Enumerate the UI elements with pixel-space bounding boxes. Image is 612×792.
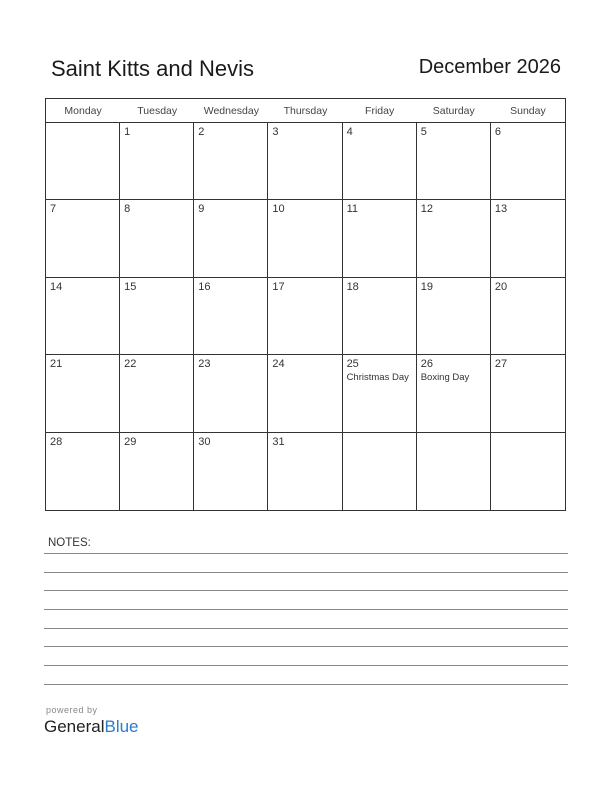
- day-cell: [268, 278, 342, 355]
- day-number: 6: [494, 126, 501, 138]
- day-number: 23: [198, 358, 211, 371]
- holiday-label: Christmas Day: [346, 372, 409, 384]
- brand-blue: Blue: [104, 717, 139, 736]
- notes-line: [44, 628, 568, 629]
- day-cell: [268, 433, 342, 510]
- day-cell: [417, 200, 491, 277]
- weekday-monday: Monday: [64, 105, 102, 117]
- day-cell: [120, 123, 194, 200]
- day-number: 20: [494, 280, 508, 293]
- day-cell: [46, 278, 120, 355]
- day-cell: [343, 278, 417, 355]
- day-number: 5: [420, 126, 427, 138]
- day-cell: [46, 123, 120, 200]
- calendar-country-title: Saint Kitts and Nevis: [51, 56, 254, 81]
- day-number: 11: [346, 203, 358, 216]
- day-cell: [46, 200, 120, 277]
- day-cell: [194, 200, 268, 277]
- weekday-wednesday: Wednesday: [203, 105, 259, 117]
- day-number: 15: [124, 280, 137, 293]
- day-number: 27: [494, 358, 508, 371]
- day-cell: [120, 433, 194, 510]
- day-number: 26: [420, 358, 433, 371]
- day-cell: [491, 433, 565, 510]
- day-number: 8: [124, 203, 131, 216]
- day-number: 17: [272, 280, 285, 293]
- holiday-label: Boxing Day: [420, 372, 470, 384]
- weekday-sunday: Sunday: [510, 105, 546, 117]
- day-cell: [46, 433, 120, 510]
- weekday-thursday: Thursday: [283, 105, 328, 117]
- day-number: 24: [272, 358, 285, 371]
- day-number: 10: [272, 203, 285, 216]
- day-number: 12: [420, 203, 433, 216]
- calendar-month-title: December 2026: [418, 56, 561, 78]
- day-cell: [343, 123, 417, 200]
- day-cell: [491, 200, 565, 277]
- day-number: 18: [346, 280, 359, 293]
- day-number: 28: [50, 435, 63, 448]
- day-cell: [46, 355, 120, 432]
- notes-line: [44, 609, 568, 610]
- day-number: 21: [50, 358, 63, 371]
- notes-line: [44, 590, 568, 591]
- day-number: 16: [198, 280, 211, 293]
- notes-label: NOTES:: [48, 537, 91, 549]
- day-number: 2: [198, 126, 205, 138]
- day-cell: [194, 355, 268, 432]
- day-cell: [194, 433, 268, 510]
- day-number: 13: [494, 203, 508, 216]
- notes-line: [44, 684, 568, 685]
- day-number: 29: [124, 435, 137, 448]
- powered-by-text: powered by: [46, 705, 98, 715]
- day-cell: [194, 123, 268, 200]
- notes-line: [44, 646, 568, 647]
- day-cell: [417, 278, 491, 355]
- weekday-saturday: Saturday: [432, 105, 475, 117]
- day-cell: [491, 355, 565, 432]
- brand-general: General: [44, 717, 105, 736]
- day-number: 30: [198, 435, 211, 448]
- day-cell: [194, 278, 268, 355]
- day-cell: [417, 123, 491, 200]
- day-cell: [120, 278, 194, 355]
- day-number: 31: [272, 435, 285, 448]
- day-cell: [268, 355, 342, 432]
- day-cell: [120, 200, 194, 277]
- day-cell: [343, 200, 417, 277]
- day-cell: [268, 200, 342, 277]
- generalblue-logo[interactable]: [44, 717, 139, 737]
- day-cell: [343, 433, 417, 510]
- day-cell: [120, 355, 194, 432]
- day-number: 25: [346, 358, 359, 371]
- day-number: 22: [124, 358, 137, 371]
- day-number: 3: [272, 126, 279, 138]
- day-cell: [343, 355, 417, 432]
- day-number: 19: [420, 280, 433, 293]
- notes-line: [44, 572, 568, 573]
- day-number: 14: [50, 280, 63, 293]
- weekday-tuesday: Tuesday: [137, 105, 178, 117]
- day-number: 7: [50, 203, 57, 216]
- calendar-days: [46, 123, 565, 510]
- calendar-grid: [45, 98, 566, 511]
- notes-line: [44, 665, 568, 666]
- day-cell: [268, 123, 342, 200]
- weekday-header-row: [46, 99, 565, 123]
- day-number: 4: [346, 126, 353, 138]
- day-number: 1: [124, 126, 131, 138]
- day-cell: [491, 278, 565, 355]
- day-cell: [491, 123, 565, 200]
- day-cell: [417, 355, 491, 432]
- day-cell: [417, 433, 491, 510]
- weekday-friday: Friday: [365, 105, 395, 117]
- day-number: 9: [198, 203, 205, 216]
- notes-line: [44, 553, 568, 554]
